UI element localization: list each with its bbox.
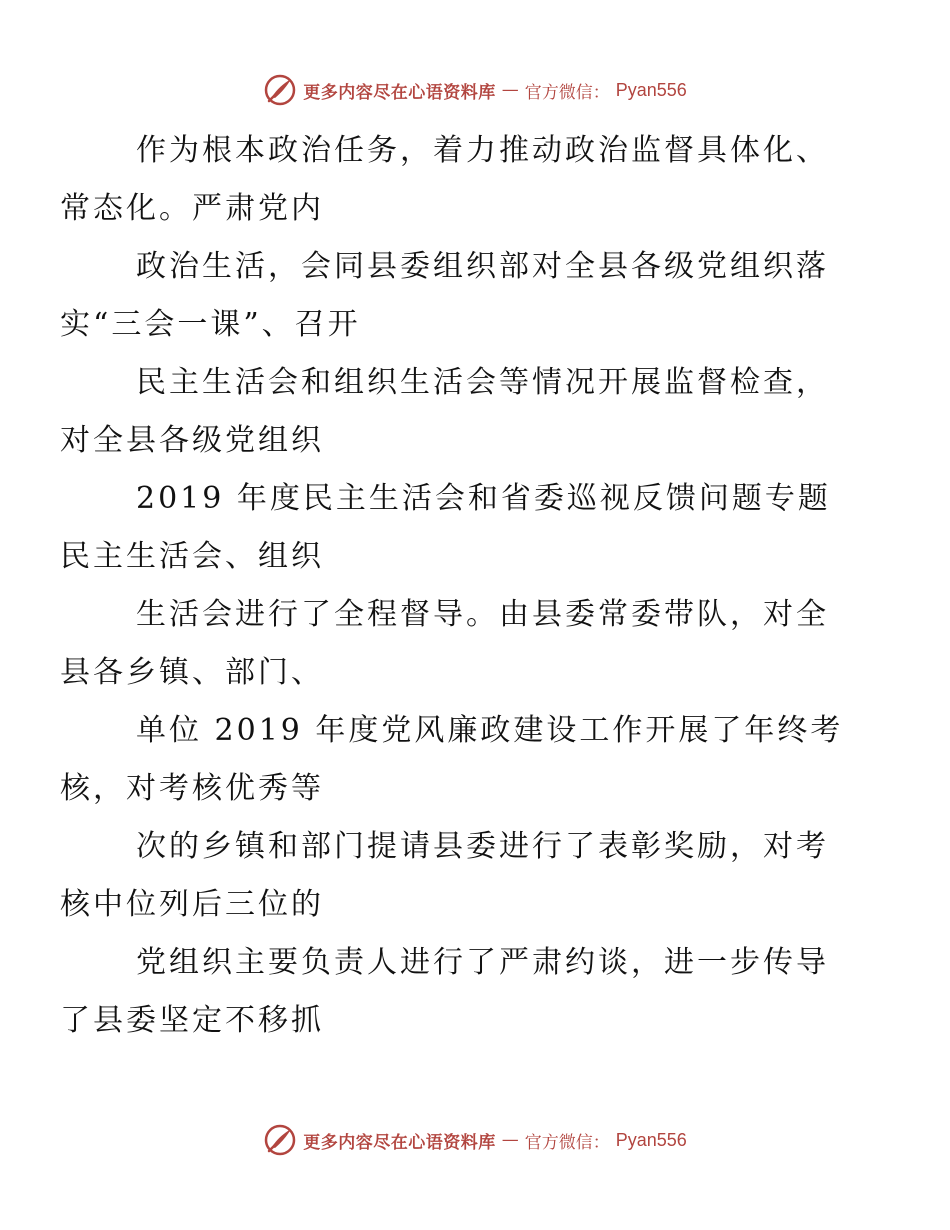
paragraph-3 (60, 354, 858, 470)
banner-wechat-id: Pyan556 (615, 79, 687, 100)
paragraph-5 (60, 586, 858, 702)
paragraph-5-line-1: 生活会进行了全程督导。由县委常委带队，对全 (136, 597, 829, 632)
paragraph-6-line-2: 核，对考核优秀等 (60, 771, 324, 806)
paragraph-7 (60, 818, 858, 934)
paragraph-1-line-2: 常态化。严肃党内 (60, 191, 324, 226)
paragraph-4-line-2: 民主生活会、组织 (60, 539, 324, 574)
document-body (60, 122, 858, 1050)
paragraph-2-line-1: 政治生活，会同县委组织部对全县各级党组织落 (136, 249, 829, 284)
paragraph-2-line-2: 实“三会一课”、召开 (60, 307, 361, 342)
paragraph-3-line-2: 对全县各级党组织 (60, 423, 324, 458)
banner-separator: — (501, 80, 519, 100)
footer-main-text: 更多内容尽在心语资料库 (303, 1132, 496, 1153)
footer-wechat-id: Pyan556 (615, 1129, 687, 1150)
footer-banner (0, 1120, 950, 1160)
banner-main-text: 更多内容尽在心语资料库 (303, 82, 496, 103)
paragraph-4 (60, 470, 858, 586)
quill-logo-icon (263, 73, 297, 107)
paragraph-8-line-2: 了县委坚定不移抓 (60, 1003, 324, 1038)
paragraph-7-line-1: 次的乡镇和部门提请县委进行了表彰奖励，对考 (136, 829, 829, 864)
paragraph-7-line-2: 核中位列后三位的 (60, 887, 324, 922)
paragraph-6 (60, 702, 858, 818)
header-banner (0, 70, 950, 110)
banner-wechat-label: 官方微信： (524, 82, 610, 103)
paragraph-3-line-1: 民主生活会和组织生活会等情况开展监督检查， (136, 365, 829, 400)
paragraph-8 (60, 934, 858, 1050)
paragraph-4-line-1: 2019 年度民主生活会和省委巡视反馈问题专题 (136, 481, 831, 516)
paragraph-6-line-1: 单位 2019 年度党风廉政建设工作开展了年终考 (136, 713, 844, 748)
paragraph-5-line-2: 县各乡镇、部门、 (60, 655, 324, 690)
footer-separator: — (501, 1130, 519, 1150)
footer-wechat-label: 官方微信： (524, 1132, 610, 1153)
paragraph-8-line-1: 党组织主要负责人进行了严肃约谈，进一步传导 (136, 945, 829, 980)
quill-logo-icon (263, 1123, 297, 1157)
paragraph-2 (60, 238, 858, 354)
paragraph-1-line-1: 作为根本政治任务，着力推动政治监督具体化、 (136, 133, 829, 168)
paragraph-1 (60, 122, 858, 238)
